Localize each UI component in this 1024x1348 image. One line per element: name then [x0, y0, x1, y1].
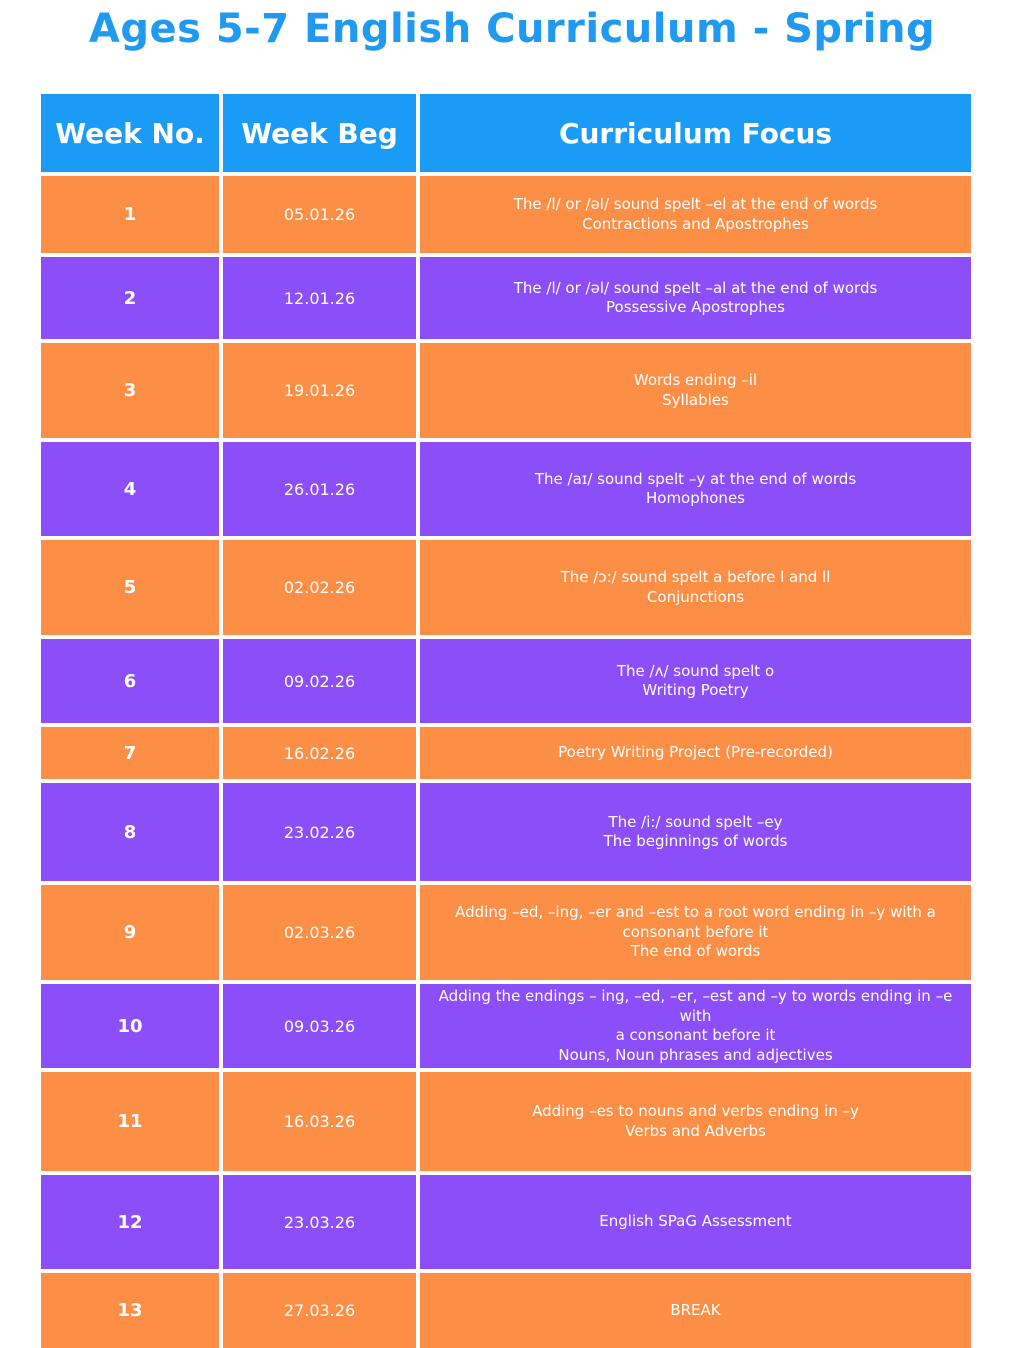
focus-line: Nouns, Noun phrases and adjectives	[558, 1045, 833, 1064]
curriculum-focus-cell	[420, 442, 971, 536]
focus-line: Contractions and Apostrophes	[582, 214, 809, 233]
week-date-cell: 12.01.26	[223, 257, 416, 339]
week-number-cell: 4	[41, 442, 219, 536]
curriculum-focus-cell	[420, 176, 971, 253]
focus-line: The beginnings of words	[603, 832, 788, 850]
focus-line: Homophones	[645, 489, 745, 507]
focus-line: Writing Poetry	[642, 681, 749, 699]
curriculum-focus-cell	[420, 885, 971, 980]
header-week-beg: Week Beg	[223, 94, 416, 172]
focus-line: The /l/ or /əl/ sound spelt –el at the end of words	[513, 195, 878, 213]
focus-line: English SPaG Assessment	[599, 1212, 792, 1231]
curriculum-focus-cell	[420, 257, 971, 339]
week-number-cell: 2	[41, 257, 219, 339]
focus-line: Adding –ed, –ing, –er and –est to a root word ending in –y with a	[455, 903, 936, 922]
focus-line: The /ʌ/ sound spelt o	[616, 661, 775, 680]
week-date-cell: 16.03.26	[223, 1072, 416, 1171]
curriculum-focus-cell	[420, 540, 971, 635]
week-number-cell: 13	[41, 1273, 219, 1348]
focus-line: The /l/ or /əl/ sound spelt –al at the end of words	[513, 278, 878, 297]
week-date-cell: 16.02.26	[223, 727, 416, 779]
focus-line: consonant before it	[622, 922, 769, 941]
focus-line: Syllables	[662, 390, 729, 409]
focus-line: The /aɪ/ sound spelt –y at the end of words	[534, 469, 857, 488]
week-number-cell: 8	[41, 783, 219, 881]
week-number-cell: 3	[41, 343, 219, 438]
week-date-cell: 09.02.26	[223, 639, 416, 723]
focus-line: Verbs and Adverbs	[625, 1121, 766, 1140]
curriculum-focus-cell	[420, 984, 971, 1068]
week-date-cell: 19.01.26	[223, 343, 416, 438]
week-date-cell: 27.03.26	[223, 1273, 416, 1348]
curriculum-focus-cell	[420, 783, 971, 881]
header-week-no: Week No.	[41, 94, 219, 172]
focus-line: Conjunctions	[646, 587, 745, 606]
focus-line: BREAK	[670, 1300, 721, 1319]
week-date-cell: 05.01.26	[223, 176, 416, 253]
curriculum-focus-cell	[420, 639, 971, 723]
week-number-cell: 11	[41, 1072, 219, 1171]
focus-line: The /ɔ:/ sound spelt a before l and ll	[560, 568, 831, 586]
curriculum-focus-cell	[420, 727, 971, 779]
focus-line: Possessive Apostrophes	[606, 298, 785, 316]
curriculum-table	[41, 94, 971, 1348]
week-number-cell: 6	[41, 639, 219, 723]
curriculum-focus-cell	[420, 1072, 971, 1171]
curriculum-focus-cell	[420, 1273, 971, 1348]
week-date-cell: 02.02.26	[223, 540, 416, 635]
week-number-cell: 10	[41, 984, 219, 1068]
week-date-cell: 02.03.26	[223, 885, 416, 980]
page-title: Ages 5-7 English Curriculum - Spring	[88, 6, 936, 52]
week-number-cell: 12	[41, 1175, 219, 1269]
week-number-cell: 7	[41, 727, 219, 779]
week-date-cell: 23.03.26	[223, 1175, 416, 1269]
week-number-cell: 9	[41, 885, 219, 980]
curriculum-focus-cell	[420, 343, 971, 438]
focus-line: Adding –es to nouns and verbs ending in –y	[532, 1102, 859, 1120]
week-date-cell: 09.03.26	[223, 984, 416, 1068]
focus-line: Poetry Writing Project (Pre-recorded)	[558, 743, 833, 762]
curriculum-focus-cell	[420, 1175, 971, 1269]
week-number-cell: 1	[41, 176, 219, 253]
header-curriculum-focus: Curriculum Focus	[420, 94, 971, 172]
week-date-cell: 23.02.26	[223, 783, 416, 881]
focus-line: The end of words	[630, 942, 761, 961]
week-number-cell: 5	[41, 540, 219, 635]
focus-line: The /i:/ sound spelt –ey	[608, 812, 783, 831]
week-date-cell: 26.01.26	[223, 442, 416, 536]
focus-line: Adding the endings – ing, –ed, –er, –est and –y to words ending in –e with	[438, 987, 953, 1025]
focus-line: Words ending –il	[633, 371, 758, 389]
focus-line: a consonant before it	[615, 1026, 776, 1044]
